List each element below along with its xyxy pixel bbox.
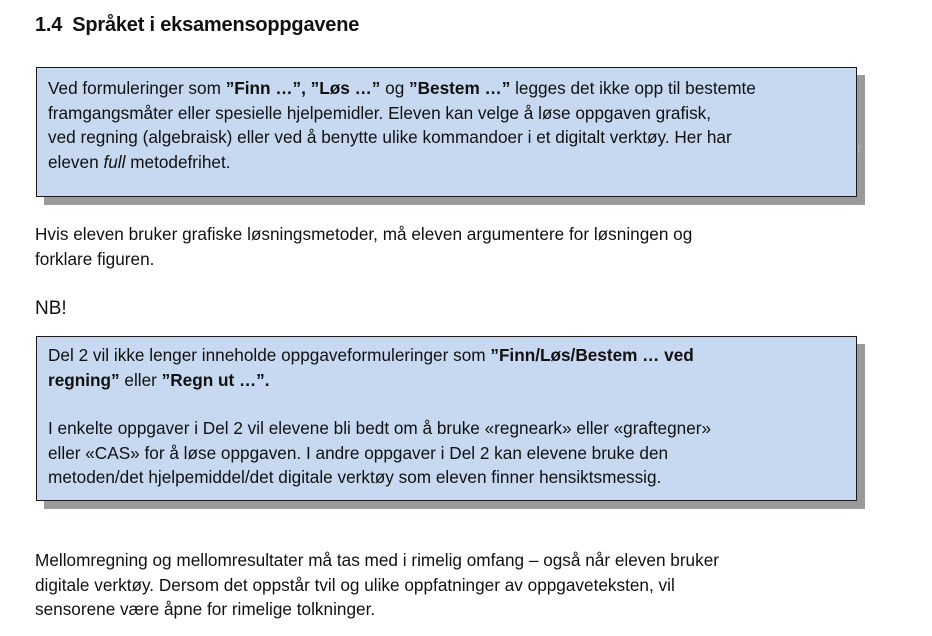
box1-text: eleven bbox=[48, 151, 104, 172]
box2-text: eller bbox=[119, 369, 162, 390]
box2-bold-terms: ”Finn/Løs/Bestem … ved bbox=[490, 345, 694, 365]
section-heading bbox=[35, 14, 359, 37]
paragraph-line: Mellomregning og mellomresultater må tas med i rimelig omfang – også når eleven bruker bbox=[35, 550, 719, 570]
nb-label: NB! bbox=[35, 298, 67, 319]
spacer bbox=[48, 392, 856, 416]
method-freedom-box bbox=[36, 67, 857, 197]
box1-line-4 bbox=[48, 150, 856, 175]
nb-box bbox=[36, 336, 857, 501]
stray-character: r bbox=[857, 140, 862, 157]
paragraph-line: sensorene være åpne for rimelige tolkninger. bbox=[35, 599, 376, 619]
box1-text: metodefrihet. bbox=[125, 151, 231, 172]
box2-text: Del 2 vil ikke lenger inneholde oppgaveformuleringer som bbox=[48, 345, 491, 365]
box2-line-2 bbox=[48, 368, 856, 393]
box2-line-5: metoden/det hjelpemiddel/det digitale verktøy som eleven finner hensiktsmessig. bbox=[48, 467, 662, 487]
paragraph-line: digitale verktøy. Dersom det oppstår tvil og ulike oppfatninger av oppgaveteksten, vil bbox=[35, 574, 675, 595]
box1-text: legges det ikke opp til bestemte bbox=[510, 78, 756, 98]
box1-italic-word: full bbox=[103, 151, 126, 172]
box1-text: Ved formuleringer som bbox=[48, 78, 226, 98]
paragraph-line: Hvis eleven bruker grafiske løsningsmetoder, må eleven argumentere for løsningen og bbox=[35, 224, 693, 244]
section-title: Språket i eksamensoppgavene bbox=[72, 14, 360, 36]
box1-text: og bbox=[380, 78, 410, 98]
graphical-methods-paragraph bbox=[35, 222, 692, 271]
box2-bold-term: ”Regn ut …”. bbox=[161, 369, 270, 390]
box1-line-3: ved regning (algebraisk) eller ved å benytte ulike kommandoer i et digitalt verktøy. Her har bbox=[48, 127, 732, 147]
box2-bold-term: regning” bbox=[48, 369, 120, 390]
box2-line-1 bbox=[48, 343, 856, 368]
paragraph-line: forklare figuren. bbox=[35, 248, 155, 269]
section-number: 1.4 bbox=[35, 14, 63, 36]
box1-bold-term: ”Bestem …” bbox=[409, 78, 511, 98]
box1-line-1 bbox=[48, 76, 856, 101]
box1-bold-terms: ”Finn …”, ”Løs …” bbox=[225, 78, 381, 98]
box1-line-2: framgangsmåter eller spesielle hjelpemidler. Eleven kan velge å løse oppgaven grafisk, bbox=[48, 102, 712, 123]
box2-line-3: I enkelte oppgaver i Del 2 vil elevene bli bedt om å bruke «regneark» eller «graftegner» bbox=[48, 418, 712, 438]
intermediate-steps-paragraph bbox=[35, 548, 719, 622]
box2-line-4: eller «CAS» for å løse oppgaven. I andre oppgaver i Del 2 kan elevene bruke den bbox=[48, 442, 669, 463]
